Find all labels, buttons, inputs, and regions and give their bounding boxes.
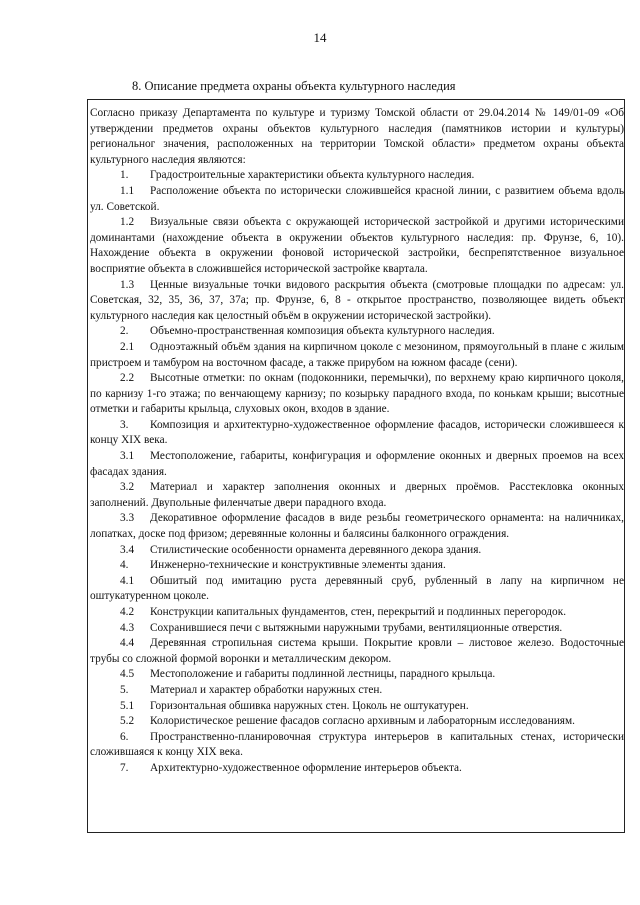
list-item: [90, 215, 624, 277]
item-text: Местоположение, габариты, конфигурация и оформление оконных и дверных проемов на всех фасадах здания.: [90, 450, 624, 478]
item-text: Градостроительные характеристики объекта культурного наследия.: [150, 169, 475, 182]
list-item: [90, 449, 624, 480]
item-text: Обшитый под имитацию руста деревянный сруб, рубленный в лапу на кирпичном не оштукатуренном цоколе.: [90, 574, 624, 603]
item-number: 4.3: [120, 621, 135, 634]
item-text: Декоративное оформление фасадов в виде резьбы геометрического орнамента: на наличниках, лопатках, доске под фризом; деревянные колонны и балясины балконного ограждения.: [90, 512, 624, 541]
item-text: Материал и характер обработки наружных стен.: [150, 683, 383, 696]
item-number: 3.3: [120, 512, 135, 525]
list-item: [90, 480, 624, 511]
item-text: Инженерно-технические и конструктивные элементы здания.: [150, 559, 446, 572]
list-item: [90, 621, 624, 637]
list-item: [90, 683, 624, 699]
list-item: [90, 543, 624, 559]
item-text: Конструкции капитальных фундаментов, стен, перекрытий и подлинных перегородок.: [150, 606, 567, 618]
item-text: Стилистические особенности орнамента деревянного декора здания.: [150, 543, 482, 556]
list-item: [90, 761, 624, 777]
item-text: Сохранившиеся печи с вытяжными наружными трубами, вентиляционные отверстия.: [150, 621, 563, 634]
item-text: Горизонтальная обшивка наружных стен. Цоколь не оштукатурен.: [150, 699, 469, 712]
item-text: Местоположение и габариты подлинной лестницы, парадного крыльца.: [150, 668, 496, 681]
item-number: 7.: [120, 761, 129, 774]
item-number: 1.3: [120, 278, 135, 291]
item-number: 2.1: [120, 340, 135, 353]
item-number: 6.: [120, 730, 129, 743]
section-heading: 8. Описание предмета охраны объекта культурного наследия: [132, 79, 456, 93]
item-number: 5.1: [120, 699, 135, 712]
list-item: [90, 730, 624, 761]
document-body: [90, 106, 624, 777]
list-item: [90, 418, 624, 449]
item-text: Материал и характер заполнения оконных и дверных проёмов. Расстекловка оконных заполнений. Двупольные филенчатые двери парадного входа.: [90, 481, 624, 509]
item-text: Деревянная стропильная система крыши. Покрытие кровли – листовое железо. Водосточные трубы со сложной формой воронки и металлическим декором.: [90, 637, 624, 665]
list-item: [90, 636, 624, 667]
list-item: [90, 574, 624, 605]
list-item: [90, 371, 624, 418]
list-item: [90, 667, 624, 683]
item-number: 4.2: [120, 606, 135, 618]
list-item: [90, 558, 624, 574]
item-number: 2.: [120, 325, 129, 338]
item-number: 4.: [120, 559, 129, 572]
item-text: Объемно-пространственная композиция объекта культурного наследия.: [150, 325, 495, 338]
item-text: Расположение объекта по исторически сложившейся красной линии, с развитием объема вдоль ул. Советской.: [90, 184, 624, 213]
list-item: [90, 699, 624, 715]
list-item: [90, 184, 624, 215]
item-number: 3.1: [120, 450, 135, 463]
item-number: 3.2: [120, 481, 135, 494]
list-item: [90, 340, 624, 371]
item-text: Высотные отметки: по окнам (подоконники, перемычки), по верхнему краю кирпичного цоколя, по карнизу 1-го этажа; по венчающему карнизу; по козырьку парадного входа, по конькам крыши; высотные отметки и габариты крыльца, слуховых окон, входов в здание.: [90, 372, 624, 416]
intro-paragraph: Согласно приказу Департамента по культуре и туризму Томской области от 29.04.2014 № 149/01-09 «Об утверждении предметов охраны объектов культурного наследия (памятников истории и культуры) региональног значения, расположенных на территории Томской области» предметом охраны объекта культурного наследия являются:: [90, 107, 624, 166]
item-text: Архитектурно-художественное оформление интерьеров объекта.: [150, 761, 462, 774]
item-text: Композиция и архитектурно-художественное оформление фасадов, исторически сложившееся к концу XIX века.: [90, 418, 624, 447]
item-number: 4.1: [120, 574, 135, 587]
item-number: 5.2: [120, 715, 135, 728]
list-item: [90, 605, 624, 621]
item-number: 4.4: [120, 637, 135, 650]
protection-items-list: [90, 168, 624, 776]
list-item: [90, 324, 624, 340]
item-number: 2.2: [120, 372, 135, 385]
item-text: Колористическое решение фасадов согласно архивным и лабораторным исследованиям.: [150, 715, 575, 728]
item-number: 3.: [120, 418, 129, 431]
item-number: 3.4: [120, 543, 135, 556]
item-text: Ценные визуальные точки видового раскрытия объекта (смотровые площадки по адресам: ул. Советская, 32, 35, 36, 37, 37а; пр. Фрунзе, 6, 8 - открытое пространство, позволяющее видеть объект культурного наследия как целостный объём в окружении исторической застройки).: [90, 278, 624, 322]
item-number: 1.2: [120, 216, 135, 229]
item-number: 1.1: [120, 184, 135, 197]
item-text: Одноэтажный объём здания на кирпичном цоколе с мезонином, прямоугольный в плане с жилым пристроем и тамбуром на восточном фасаде, а также прирубом на южном фасаде (сени).: [90, 340, 624, 369]
item-text: Пространственно-планировочная структура интерьеров в капитальных стенах, исторически сложившаяся к концу XIX века.: [90, 730, 624, 759]
list-item: [90, 278, 624, 325]
item-number: 4.5: [120, 668, 135, 681]
item-number: 5.: [120, 683, 129, 696]
list-item: [90, 511, 624, 542]
page-number: 14: [313, 30, 327, 45]
list-item: [90, 168, 624, 184]
item-number: 1.: [120, 169, 129, 182]
item-text: Визуальные связи объекта с окружающей исторической застройкой и другими историческими доминантами (нахождение объекта в окружении объектов культурного наследия: пр. Фрунзе, 6, 10). Нахождение объекта в окружении фоновой исторической застройки, беспрепятственное визуальное восприятие объекта в сложившейся исторической застройке квартала.: [90, 216, 624, 275]
list-item: [90, 714, 624, 730]
